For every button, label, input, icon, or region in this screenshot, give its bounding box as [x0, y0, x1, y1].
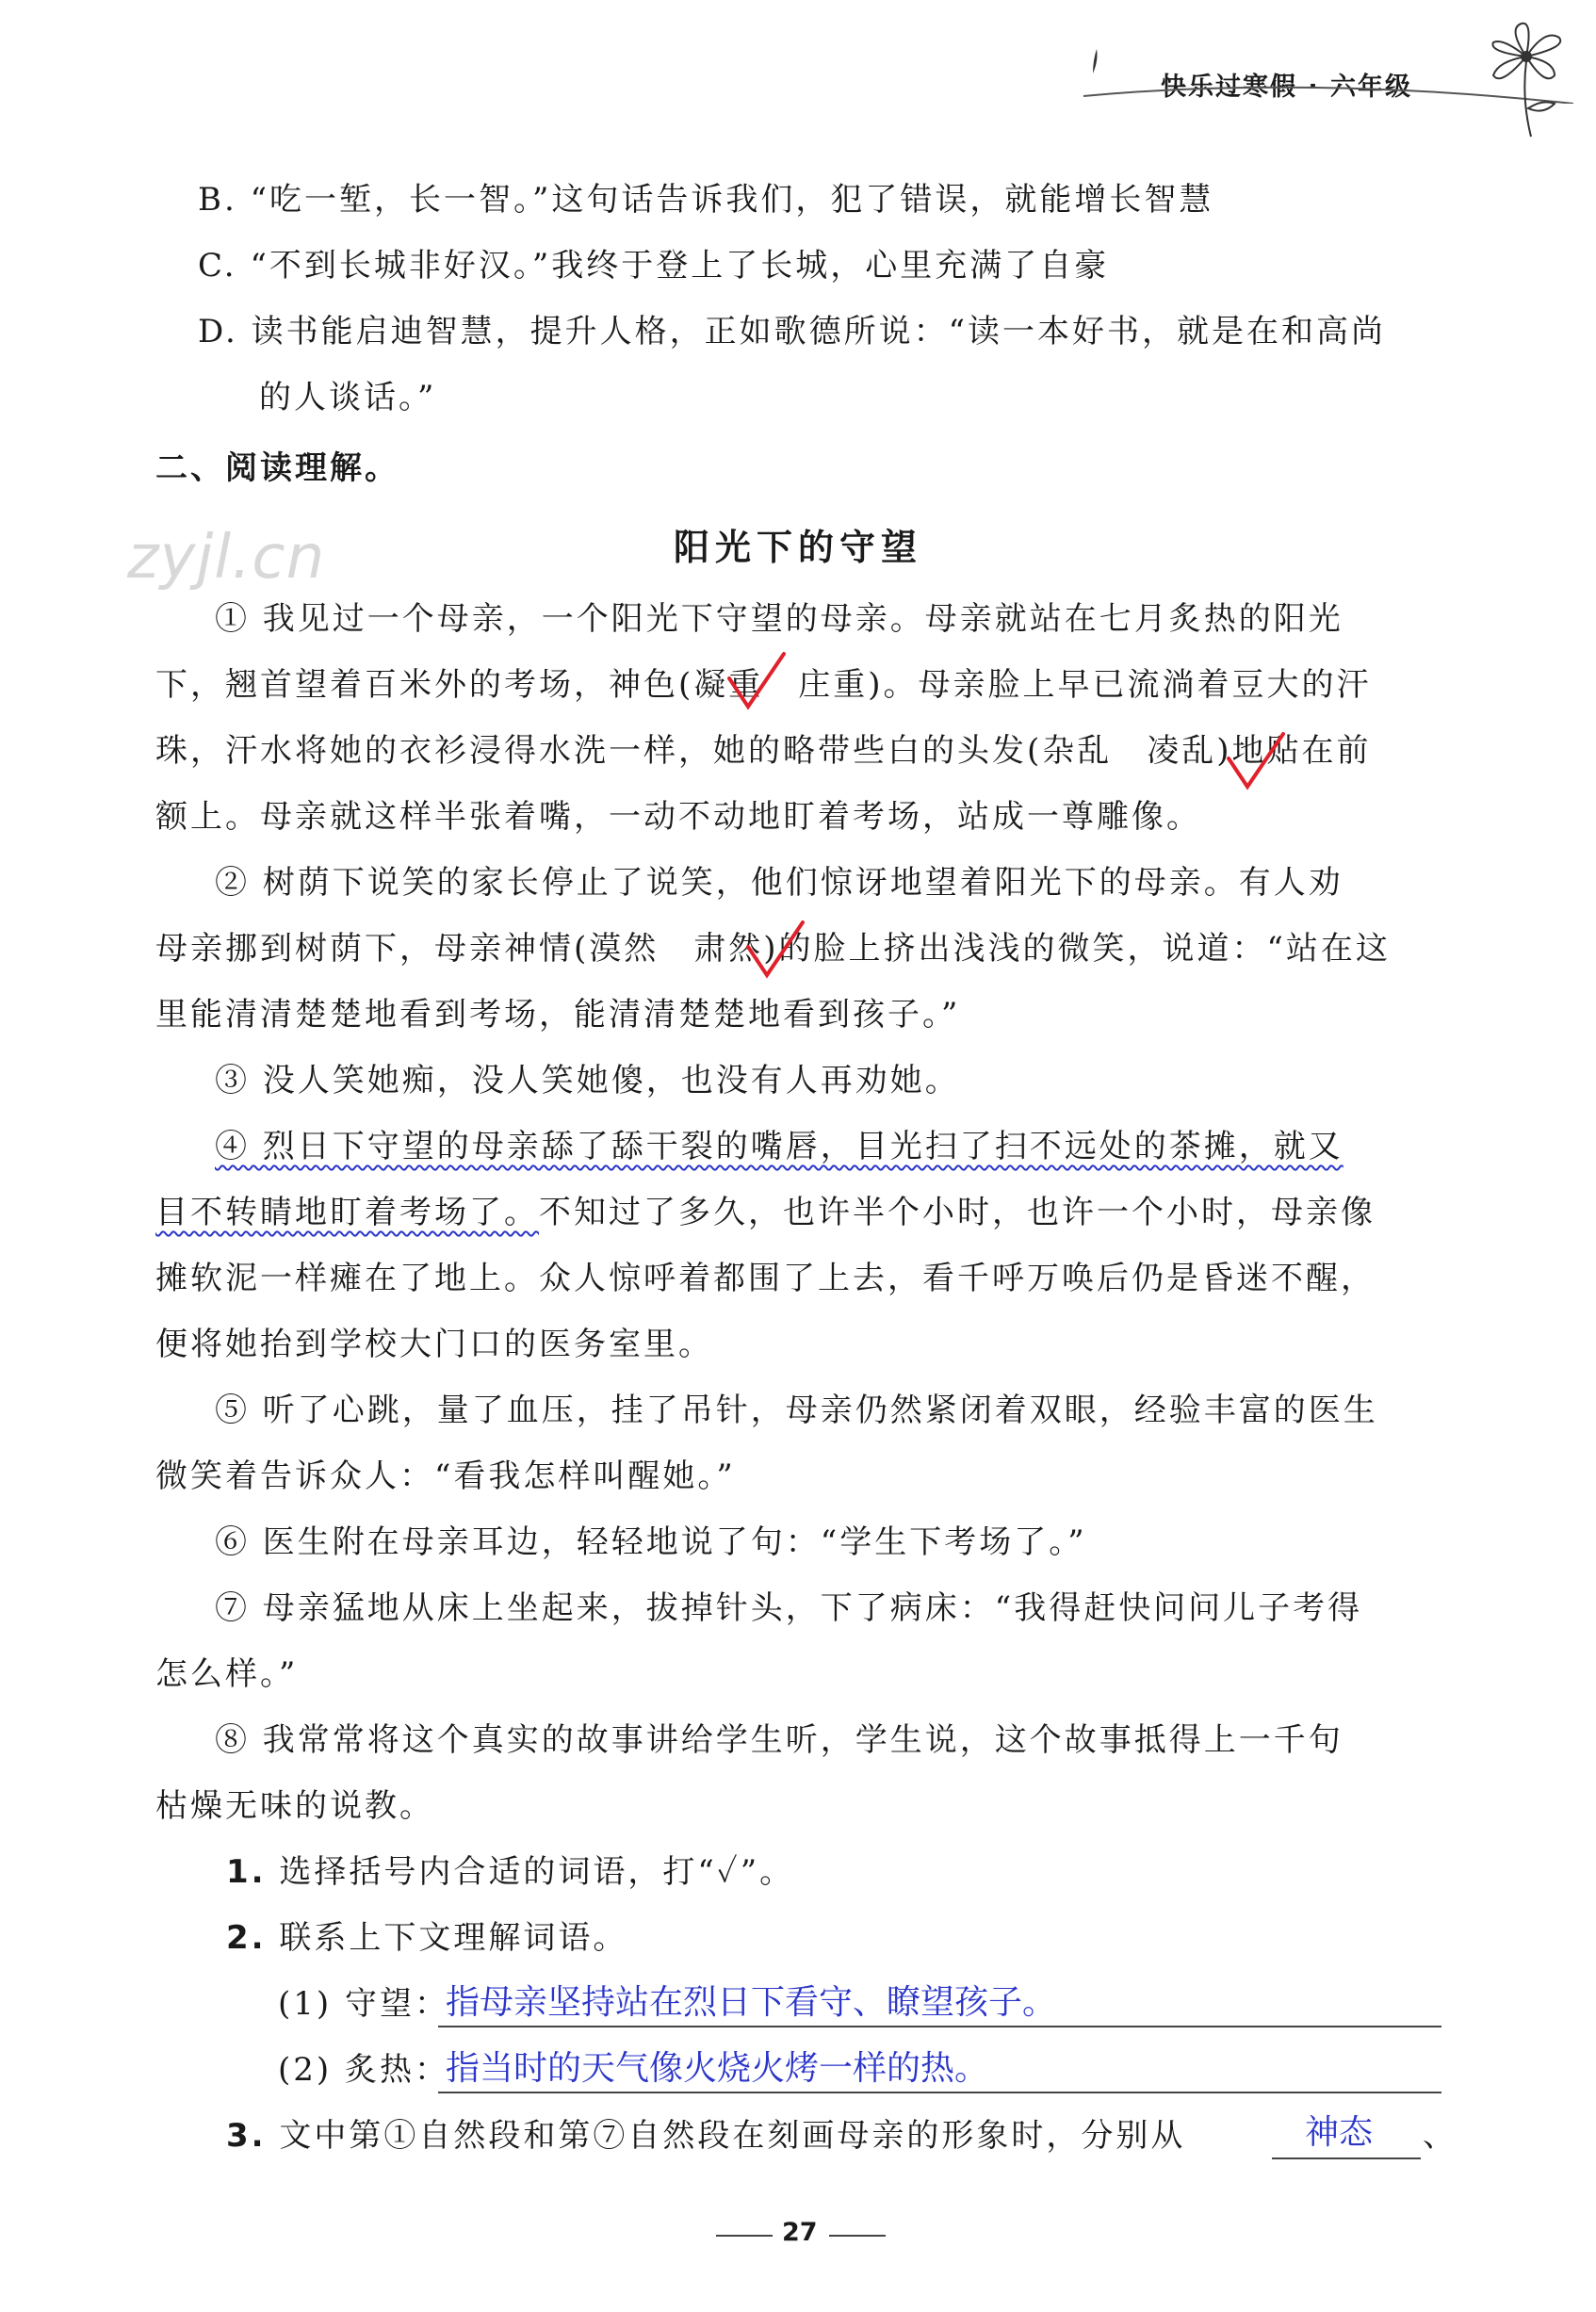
question-2-sub-1-label: (1) 守望： [278, 1985, 449, 2023]
paragraph-4-line-2-rest: 不知过了多久，也许半个小时，也许一个小时，母亲像 [539, 1194, 1376, 1231]
paragraph-7-line-1: ⑦ 母亲猛地从床上坐起来，拔掉针头，下了病床：“我得赶快问问儿子考得 [215, 1589, 1363, 1627]
question-2-sub-1-answer: 指母亲坚持站在烈日下看守、瞭望孩子。 [446, 1983, 1057, 2022]
paragraph-5-line-1: ⑤ 听了心跳，量了血压，挂了吊针，母亲仍然紧闭着双眼，经验丰富的医生 [215, 1392, 1378, 1429]
paragraph-4-line-4: 便将她抬到学校大门口的医务室里。 [155, 1326, 713, 1363]
option-b-label: B. [198, 181, 237, 219]
paragraph-2-line-2: 母亲挪到树荫下，母亲神情(漠然 肃然)的脸上挤出浅浅的微笑，说道：“站在这 [155, 930, 1391, 968]
section-title: 二、阅读理解。 [155, 449, 399, 487]
question-2-number: 2. [226, 1919, 267, 1957]
option-d-text: 读书能启迪智慧，提升人格，正如歌德所说：“读一本好书，就是在和高尚 [251, 313, 1387, 350]
question-3 [226, 2115, 1185, 2157]
paragraph-7-line-2: 怎么样。” [155, 1655, 299, 1693]
answer-line [438, 2092, 1441, 2093]
question-3-tail: 、 [1423, 2117, 1458, 2155]
option-b-text: “吃一堑，长一智。”这句话告诉我们，犯了错误，就能增长智慧 [250, 181, 1214, 219]
paragraph-4-line-3: 摊软泥一样瘫在了地上。众人惊呼着都围了上去，看千呼万唤后仍是昏迷不醒， [155, 1260, 1376, 1297]
paragraph-4-underlined-sentence: 目不转睛地盯着考场了。 [155, 1194, 539, 1231]
paragraph-3: ③ 没人笑她痴，没人笑她傻，也没有人再劝她。 [215, 1062, 960, 1099]
option-d-continued: 的人谈话。” [259, 379, 437, 416]
check-mark-icon [725, 650, 791, 716]
option-b [198, 179, 1213, 220]
option-c [198, 245, 1109, 286]
question-1-text: 选择括号内合适的词语，打“✓”。 [279, 1853, 795, 1891]
paragraph-4-line-1: ④ 烈日下守望的母亲舔了舔干裂的嘴唇，目光扫了扫不远处的茶摊，就又 [215, 1128, 1344, 1165]
paragraph-2-line-3: 里能清清楚楚地看到考场，能清清楚楚地看到孩子。” [155, 996, 961, 1034]
question-3-answer: 神态 [1305, 2113, 1374, 2152]
question-2-sub-2-label: (2) 炙热： [278, 2051, 449, 2089]
option-d [198, 311, 1386, 352]
paragraph-1-line-4: 额上。母亲就这样半张着嘴，一动不动地盯着考场，站成一尊雕像。 [155, 798, 1201, 836]
page-number-right-rule [829, 2235, 886, 2237]
question-2-sub-2-answer: 指当时的天气像火烧火烤一样的热。 [446, 2049, 989, 2088]
question-3-number: 3. [226, 2117, 267, 2155]
page-number: 27 [782, 2218, 818, 2247]
question-2-text: 联系上下文理解词语。 [279, 1919, 628, 1957]
answer-line [1272, 2157, 1421, 2159]
question-3-text: 文中第①自然段和第⑦自然段在刻画母亲的形象时，分别从 [279, 2117, 1186, 2155]
question-2 [226, 1917, 627, 1959]
watermark: zyjl.cn [127, 523, 326, 593]
header-title: 快乐过寒假 · 六年级 [1161, 73, 1413, 102]
check-mark-icon [1225, 730, 1291, 796]
paragraph-4-line-2 [155, 1192, 1376, 1233]
paragraph-1-line-3: 珠，汗水将她的衣衫浸得水洗一样，她的略带些白的头发(杂乱 凌乱)地贴在前 [155, 732, 1372, 770]
paragraph-1-line-2: 下，翘首望着百米外的考场，神色(凝重 庄重)。母亲脸上早已流淌着豆大的汗 [155, 666, 1372, 704]
flower-decoration-icon [1470, 19, 1583, 141]
paragraph-5-line-2: 微笑着告诉众人：“看我怎样叫醒她。” [155, 1457, 736, 1495]
check-mark-icon [744, 919, 810, 985]
option-c-label: C. [198, 247, 237, 285]
question-1 [226, 1851, 794, 1893]
page-number-left-rule [716, 2235, 773, 2237]
paragraph-1-line-1: ① 我见过一个母亲，一个阳光下守望的母亲。母亲就站在七月炙热的阳光 [215, 600, 1344, 638]
question-1-number: 1. [226, 1853, 267, 1891]
paragraph-6: ⑥ 医生附在母亲耳边，轻轻地说了句：“学生下考场了。” [215, 1523, 1087, 1561]
paragraph-8-line-1: ⑧ 我常常将这个真实的故事讲给学生听，学生说，这个故事抵得上一千句 [215, 1721, 1344, 1759]
passage-title: 阳光下的守望 [673, 527, 922, 568]
paragraph-8-line-2: 枯燥无味的说教。 [155, 1787, 434, 1825]
option-c-text: “不到长城非好汉。”我终于登上了长城，心里充满了自豪 [250, 247, 1110, 285]
paragraph-2-line-1: ② 树荫下说笑的家长停止了说笑，他们惊讶地望着阳光下的母亲。有人劝 [215, 864, 1344, 902]
option-d-label: D. [198, 313, 238, 350]
answer-line [438, 2026, 1441, 2027]
